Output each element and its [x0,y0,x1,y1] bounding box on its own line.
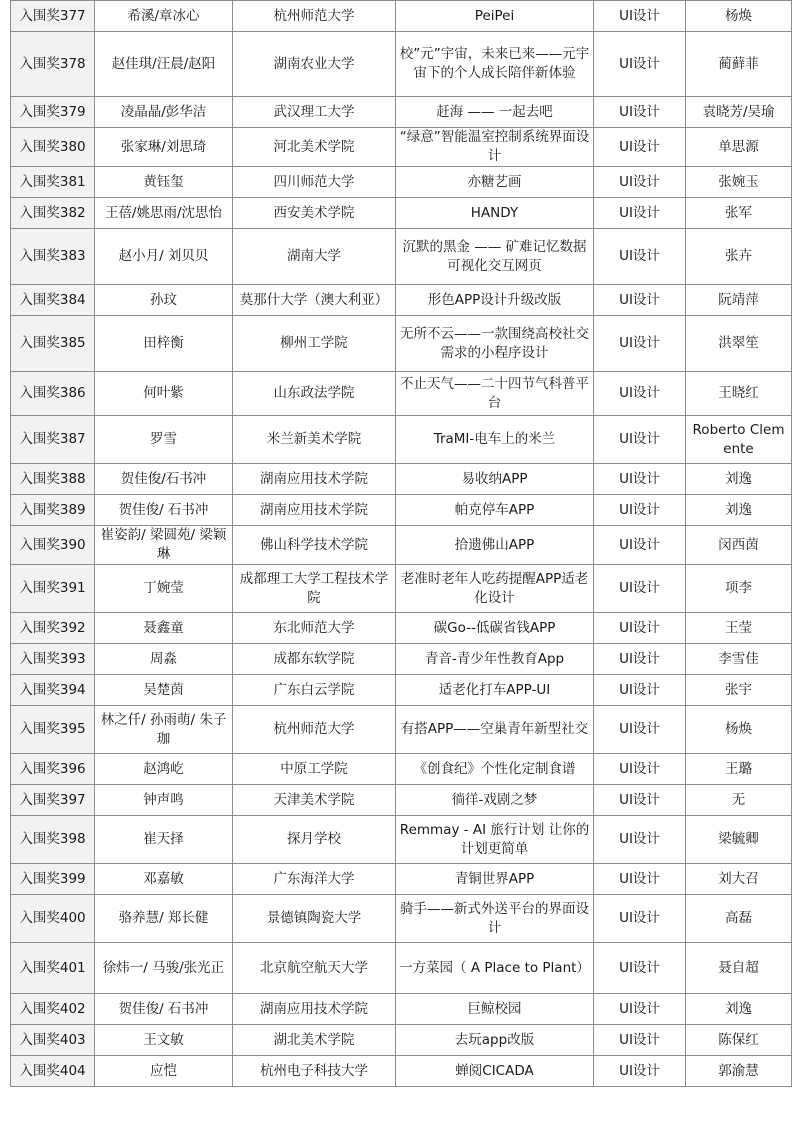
school-cell: 探月学校 [233,816,396,864]
category-cell: UI设计 [594,1025,686,1056]
school-cell: 湖南应用技术学院 [233,994,396,1025]
team-cell: 贺佳俊/ 石书冲 [95,994,233,1025]
advisor-cell: 张婉玉 [686,167,792,198]
school-cell: 杭州师范大学 [233,706,396,754]
table-row [11,565,792,613]
table-row [11,943,792,994]
award-cell: 入围奖386 [11,372,95,416]
category-cell: UI设计 [594,706,686,754]
work-title-cell: 亦糖艺画 [396,167,594,198]
category-cell: UI设计 [594,785,686,816]
team-cell: 应恺 [95,1056,233,1087]
team-cell: 孙玟 [95,285,233,316]
advisor-cell: 刘大召 [686,864,792,895]
category-cell: UI设计 [594,128,686,167]
team-cell: 罗雪 [95,416,233,464]
award-cell: 入围奖403 [11,1025,95,1056]
table-row [11,864,792,895]
table-row [11,229,792,285]
team-cell: 赵佳琪/汪晨/赵阳 [95,32,233,97]
award-cell: 入围奖404 [11,1056,95,1087]
work-title-cell: 青铜世界APP [396,864,594,895]
advisor-cell: 陈保红 [686,1025,792,1056]
advisor-cell: 单思源 [686,128,792,167]
school-cell: 莫那什大学（澳大利亚） [233,285,396,316]
work-title-cell: 拾遗佛山APP [396,526,594,565]
work-title-cell: “绿意”智能温室控制系统界面设计 [396,128,594,167]
advisor-cell: 刘逸 [686,464,792,495]
work-title-cell: 一方菜园（ A Place to Plant） [396,943,594,994]
work-title-cell: 骑手——新式外送平台的界面设计 [396,895,594,943]
advisor-cell: 项李 [686,565,792,613]
award-cell: 入围奖385 [11,316,95,372]
work-title-cell: 适老化打车APP-UI [396,675,594,706]
work-title-cell: 巨鲸校园 [396,994,594,1025]
team-cell: 聂鑫童 [95,613,233,644]
team-cell: 王蓓/姚思雨/沈思怡 [95,198,233,229]
team-cell: 贺佳俊/石书冲 [95,464,233,495]
table-row [11,526,792,565]
award-cell: 入围奖383 [11,229,95,285]
work-title-cell: 老准时老年人吃药提醒APP适老化设计 [396,565,594,613]
table-row [11,644,792,675]
table-row [11,1025,792,1056]
advisor-cell: Roberto Clemente [686,416,792,464]
school-cell: 广东海洋大学 [233,864,396,895]
team-cell: 崔姿韵/ 梁圆苑/ 梁颖琳 [95,526,233,565]
school-cell: 成都东软学院 [233,644,396,675]
work-title-cell: 《创食纪》个性化定制食谱 [396,754,594,785]
team-cell: 何叶紫 [95,372,233,416]
advisor-cell: 刘逸 [686,994,792,1025]
work-title-cell: 校”元”宇宙，未来已来——元宇宙下的个人成长陪伴新体验 [396,32,594,97]
school-cell: 四川师范大学 [233,167,396,198]
award-cell: 入围奖393 [11,644,95,675]
advisor-cell: 阮靖萍 [686,285,792,316]
school-cell: 湖南应用技术学院 [233,464,396,495]
advisor-cell: 杨焕 [686,706,792,754]
table-row [11,32,792,97]
team-cell: 周淼 [95,644,233,675]
category-cell: UI设计 [594,864,686,895]
category-cell: UI设计 [594,97,686,128]
award-cell: 入围奖389 [11,495,95,526]
table-row [11,1,792,32]
table-row [11,785,792,816]
category-cell: UI设计 [594,316,686,372]
school-cell: 中原工学院 [233,754,396,785]
team-cell: 骆养慧/ 郑长健 [95,895,233,943]
category-cell: UI设计 [594,464,686,495]
results-table [10,0,792,1087]
award-cell: 入围奖380 [11,128,95,167]
category-cell: UI设计 [594,416,686,464]
team-cell: 林之仟/ 孙雨萌/ 朱子珈 [95,706,233,754]
category-cell: UI设计 [594,994,686,1025]
table-row [11,285,792,316]
award-cell: 入围奖399 [11,864,95,895]
category-cell: UI设计 [594,1056,686,1087]
award-cell: 入围奖387 [11,416,95,464]
table-row [11,97,792,128]
advisor-cell: 郭渝慧 [686,1056,792,1087]
advisor-cell: 袁晓芳/吴瑜 [686,97,792,128]
award-cell: 入围奖384 [11,285,95,316]
work-title-cell: 去玩app改版 [396,1025,594,1056]
work-title-cell: PeiPei [396,1,594,32]
school-cell: 景德镇陶瓷大学 [233,895,396,943]
category-cell: UI设计 [594,526,686,565]
table-row [11,706,792,754]
award-cell: 入围奖397 [11,785,95,816]
table-body [11,1,792,1087]
category-cell: UI设计 [594,495,686,526]
table-row [11,167,792,198]
work-title-cell: 青音-青少年性教育App [396,644,594,675]
category-cell: UI设计 [594,644,686,675]
category-cell: UI设计 [594,1,686,32]
advisor-cell: 无 [686,785,792,816]
school-cell: 湖北美术学院 [233,1025,396,1056]
team-cell: 贺佳俊/ 石书冲 [95,495,233,526]
category-cell: UI设计 [594,816,686,864]
table-row [11,495,792,526]
team-cell: 田梓衡 [95,316,233,372]
award-cell: 入围奖396 [11,754,95,785]
school-cell: 山东政法学院 [233,372,396,416]
school-cell: 杭州电子科技大学 [233,1056,396,1087]
work-title-cell: 徜徉-戏剧之梦 [396,785,594,816]
team-cell: 吴楚茵 [95,675,233,706]
team-cell: 崔天择 [95,816,233,864]
school-cell: 武汉理工大学 [233,97,396,128]
team-cell: 张家琳/刘思琦 [95,128,233,167]
award-cell: 入围奖388 [11,464,95,495]
advisor-cell: 刘逸 [686,495,792,526]
table-row [11,372,792,416]
team-cell: 王文敏 [95,1025,233,1056]
work-title-cell: 易收纳APP [396,464,594,495]
work-title-cell: 碳Go--低碳省钱APP [396,613,594,644]
advisor-cell: 王璐 [686,754,792,785]
advisor-cell: 王晓红 [686,372,792,416]
work-title-cell: 蝉阅CICADA [396,1056,594,1087]
category-cell: UI设计 [594,285,686,316]
category-cell: UI设计 [594,167,686,198]
table-row [11,754,792,785]
table-row [11,464,792,495]
team-cell: 徐炜一/ 马骏/张光正 [95,943,233,994]
team-cell: 丁婉莹 [95,565,233,613]
school-cell: 成都理工大学工程技术学院 [233,565,396,613]
category-cell: UI设计 [594,613,686,644]
team-cell: 钟声鸣 [95,785,233,816]
table-row [11,1056,792,1087]
award-cell: 入围奖398 [11,816,95,864]
award-cell: 入围奖391 [11,565,95,613]
table-row [11,128,792,167]
advisor-cell: 杨焕 [686,1,792,32]
advisor-cell: 张宇 [686,675,792,706]
category-cell: UI设计 [594,229,686,285]
school-cell: 天津美术学院 [233,785,396,816]
category-cell: UI设计 [594,943,686,994]
category-cell: UI设计 [594,675,686,706]
work-title-cell: 沉默的黑金 —— 矿难记忆数据可视化交互网页 [396,229,594,285]
table-row [11,994,792,1025]
table-row [11,816,792,864]
award-cell: 入围奖394 [11,675,95,706]
work-title-cell: 形色APP设计升级改版 [396,285,594,316]
school-cell: 湖南大学 [233,229,396,285]
team-cell: 赵鸿屹 [95,754,233,785]
advisor-cell: 张卉 [686,229,792,285]
school-cell: 广东白云学院 [233,675,396,706]
team-cell: 赵小月/ 刘贝贝 [95,229,233,285]
work-title-cell: 帕克停车APP [396,495,594,526]
award-cell: 入围奖381 [11,167,95,198]
award-cell: 入围奖390 [11,526,95,565]
team-cell: 凌晶晶/彭华洁 [95,97,233,128]
table-row [11,416,792,464]
category-cell: UI设计 [594,754,686,785]
school-cell: 柳州工学院 [233,316,396,372]
award-cell: 入围奖379 [11,97,95,128]
work-title-cell: HANDY [396,198,594,229]
table-row [11,316,792,372]
work-title-cell: 有搭APP——空巢青年新型社交 [396,706,594,754]
table-row [11,675,792,706]
advisor-cell: 梁毓卿 [686,816,792,864]
award-cell: 入围奖402 [11,994,95,1025]
award-cell: 入围奖378 [11,32,95,97]
team-cell: 黄钰玺 [95,167,233,198]
school-cell: 河北美术学院 [233,128,396,167]
category-cell: UI设计 [594,565,686,613]
advisor-cell: 张军 [686,198,792,229]
team-cell: 邓嘉敏 [95,864,233,895]
table-row [11,198,792,229]
work-title-cell: TraMI-电车上的米兰 [396,416,594,464]
work-title-cell: 赶海 —— 一起去吧 [396,97,594,128]
advisor-cell: 蔺藓菲 [686,32,792,97]
school-cell: 杭州师范大学 [233,1,396,32]
school-cell: 佛山科学技术学院 [233,526,396,565]
school-cell: 北京航空航天大学 [233,943,396,994]
award-cell: 入围奖400 [11,895,95,943]
work-title-cell: 无所不云——一款围绕高校社交需求的小程序设计 [396,316,594,372]
award-cell: 入围奖377 [11,1,95,32]
category-cell: UI设计 [594,198,686,229]
school-cell: 西安美术学院 [233,198,396,229]
category-cell: UI设计 [594,895,686,943]
award-cell: 入围奖382 [11,198,95,229]
team-cell: 希溪/章冰心 [95,1,233,32]
table-row [11,895,792,943]
award-cell: 入围奖395 [11,706,95,754]
work-title-cell: 不止天气——二十四节气科普平台 [396,372,594,416]
category-cell: UI设计 [594,372,686,416]
school-cell: 湖南应用技术学院 [233,495,396,526]
table-row [11,613,792,644]
advisor-cell: 高磊 [686,895,792,943]
advisor-cell: 聂自超 [686,943,792,994]
award-cell: 入围奖401 [11,943,95,994]
advisor-cell: 洪翠笙 [686,316,792,372]
advisor-cell: 闵西茵 [686,526,792,565]
school-cell: 湖南农业大学 [233,32,396,97]
work-title-cell: Remmay - AI 旅行计划 让你的计划更简单 [396,816,594,864]
school-cell: 东北师范大学 [233,613,396,644]
advisor-cell: 李雪佳 [686,644,792,675]
advisor-cell: 王莹 [686,613,792,644]
school-cell: 米兰新美术学院 [233,416,396,464]
award-cell: 入围奖392 [11,613,95,644]
category-cell: UI设计 [594,32,686,97]
